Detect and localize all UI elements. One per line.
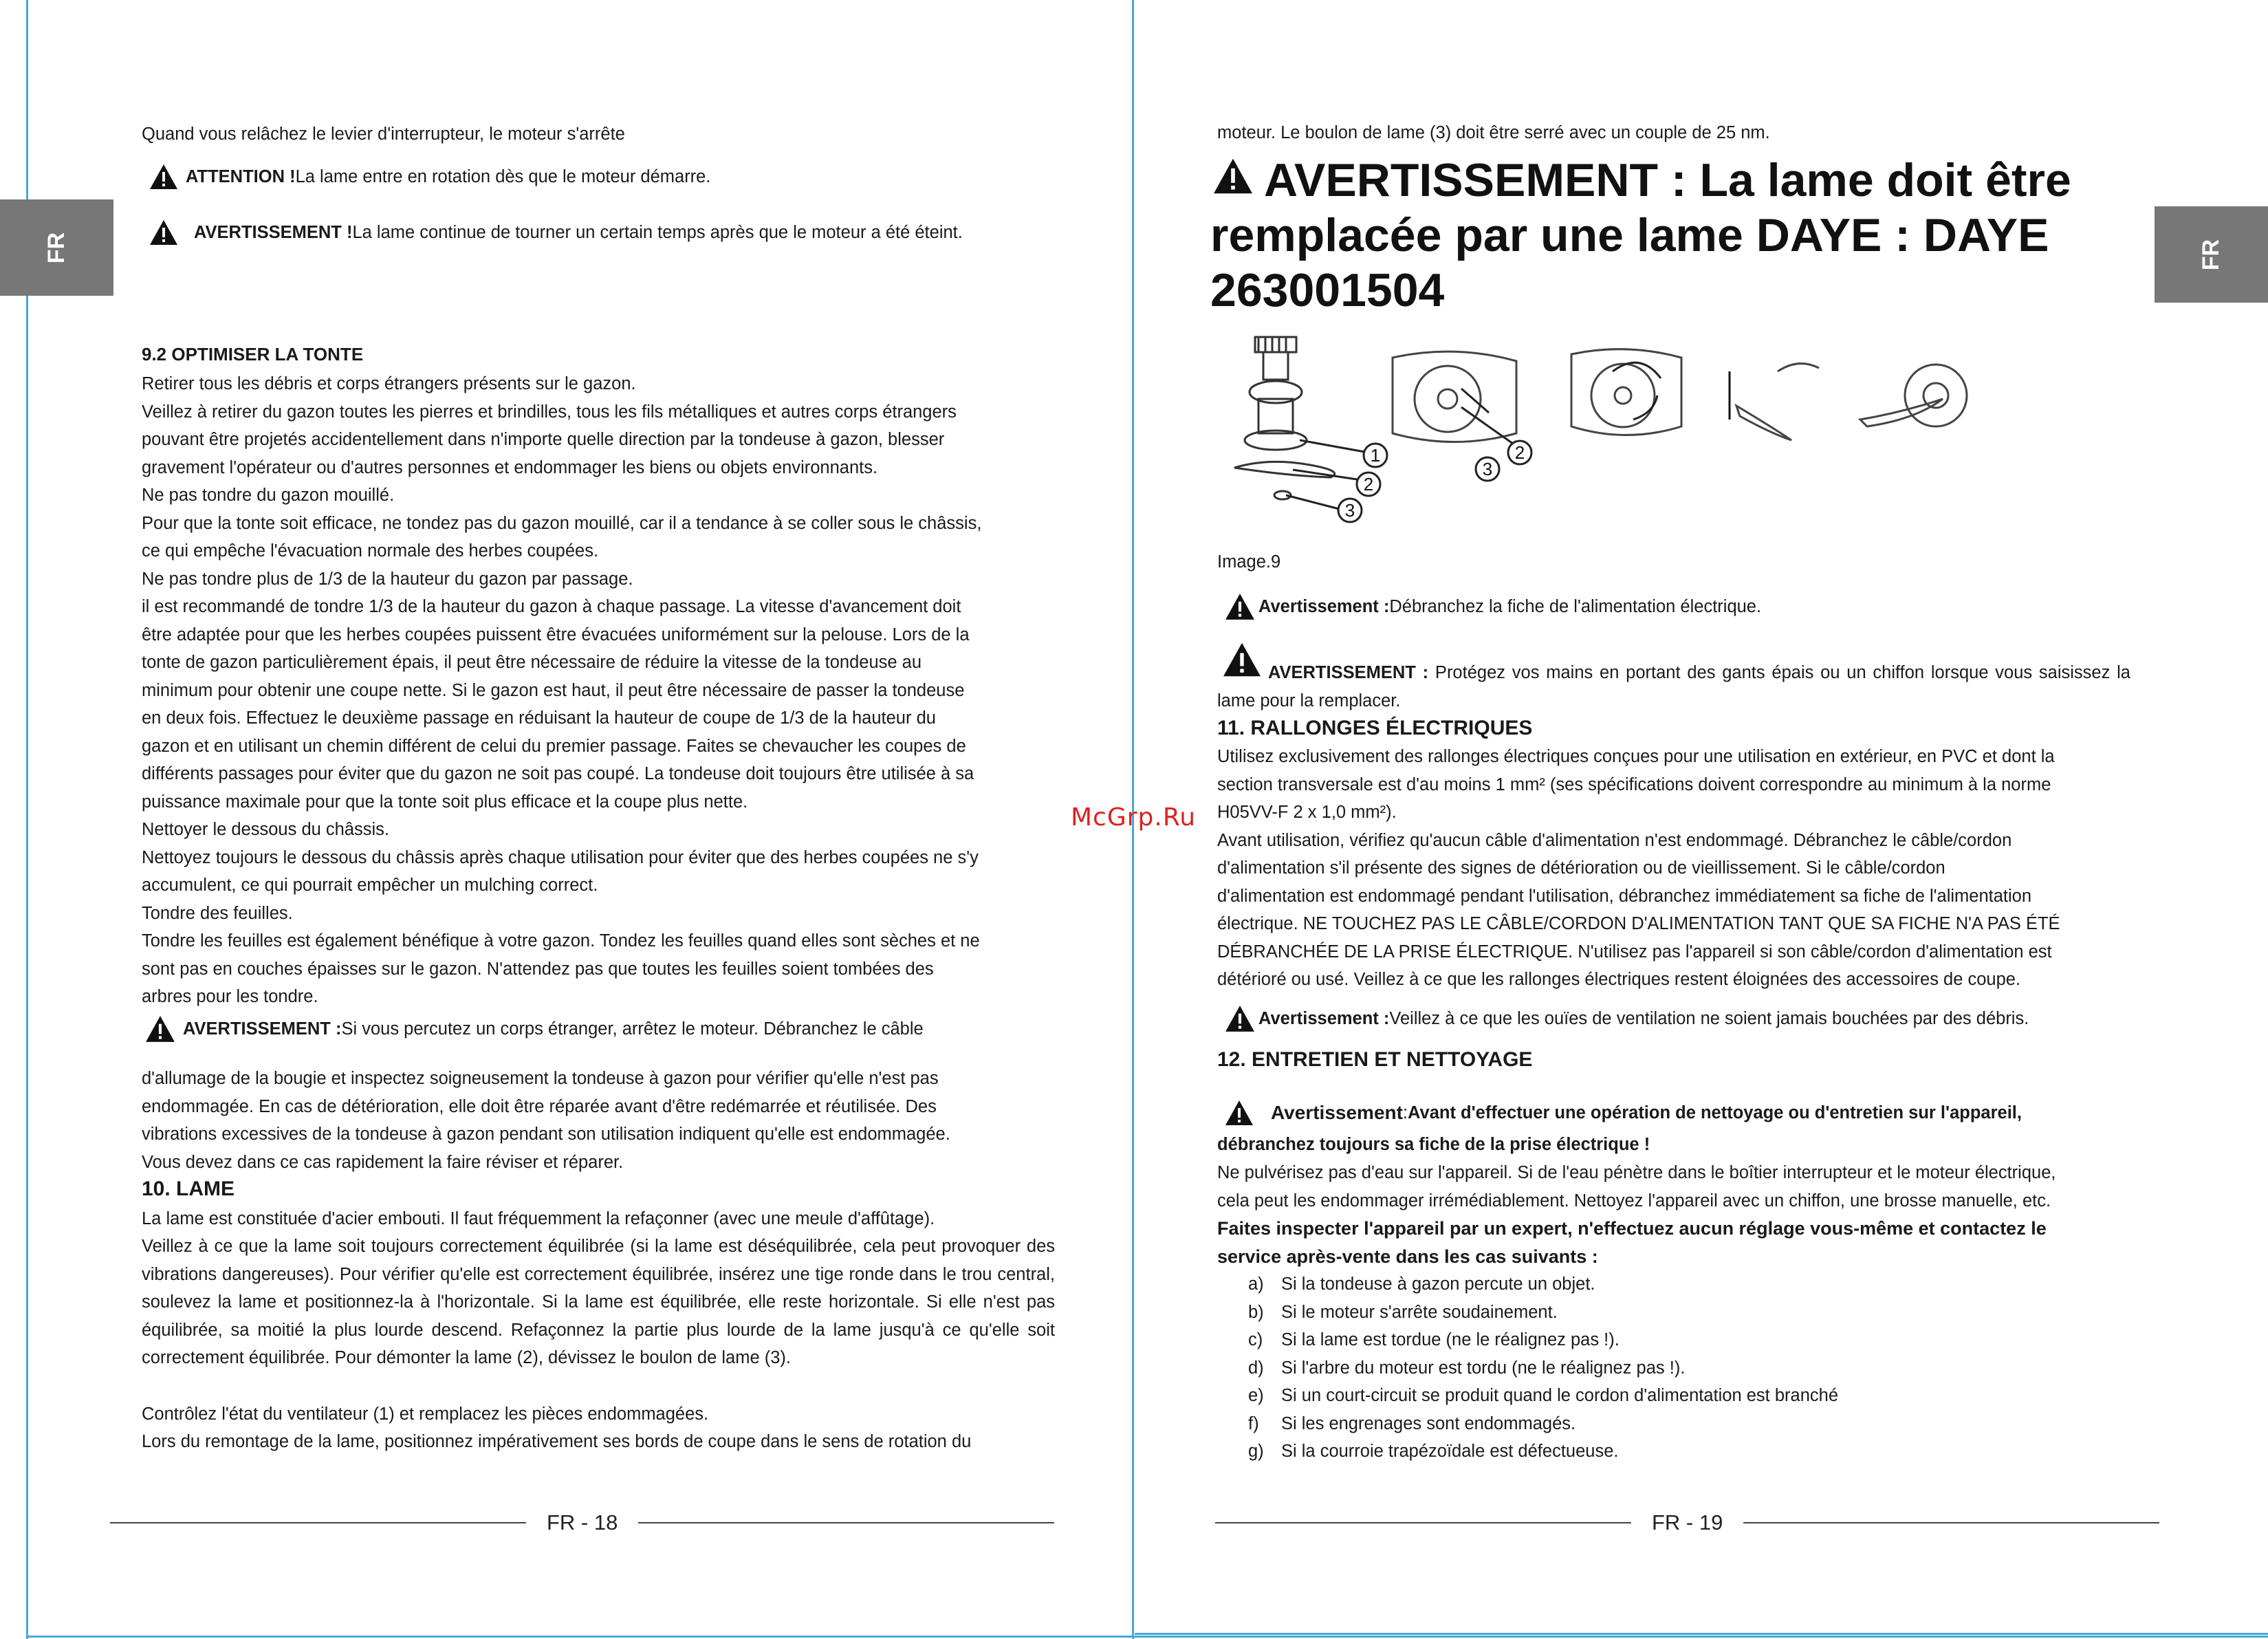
blade-replacement-warning bbox=[1210, 153, 2071, 318]
list-item bbox=[1248, 1410, 1575, 1438]
body-line: d'alimentation est endommagé pendant l'utilisation, débranchez immédiatement sa fiche de l'alimentation bbox=[1217, 886, 2032, 906]
list-letter: d) bbox=[1248, 1358, 1264, 1378]
body-line: électrique. NE TOUCHEZ PAS LE CÂBLE/CORDON D'ALIMENTATION TANT QUE SA FICHE N'A PAS ÉTÉ bbox=[1217, 914, 2060, 933]
warning-triangle-icon bbox=[144, 1014, 176, 1043]
body-line: endommagée. En cas de détérioration, elle doit être réparée avant d'être redémarrée et réutilisée. Des bbox=[142, 1096, 937, 1116]
warning-triangle-icon bbox=[1224, 592, 1256, 621]
body-line: Veillez à retirer du gazon toutes les pierres et brindilles, tous les fils métalliques et autres corps étrangers bbox=[142, 402, 957, 422]
footer-rule bbox=[1215, 1522, 1631, 1523]
vent-text: Veillez à ce que les ouïes de ventilation ne soient jamais bouchées par des débris. bbox=[1389, 1009, 2029, 1028]
blade-sharpening-drawing bbox=[1860, 365, 1967, 426]
body-line: Pour que la tonte soit efficace, ne tondez pas du gazon mouillé, car il a tendance à se coller sous le châssis, bbox=[142, 513, 982, 533]
attention-text: La lame entre en rotation dès que le moteur démarre. bbox=[295, 167, 711, 186]
body-line: puissance maximale pour que la tonte soit plus efficace et la coupe plus nette. bbox=[142, 792, 748, 812]
list-letter: a) bbox=[1248, 1274, 1264, 1294]
list-item bbox=[1248, 1437, 1618, 1466]
gloves-text: Protégez vos mains en portant des gants épais ou un chiffon lorsque vous saisissez la lame pour la remplacer. bbox=[1217, 663, 2130, 710]
cleaning-warning-line2: débranchez toujours sa fiche de la prise électrique ! bbox=[1217, 1135, 1650, 1154]
attention-label: ATTENTION ! bbox=[186, 167, 296, 186]
page-number: FR - 19 bbox=[1652, 1510, 1723, 1534]
body-line: Utilisez exclusivement des rallonges électriques conçues pour une utilisation en extérieur, en PVC et dont la bbox=[1217, 747, 2055, 766]
blade-stop-label: AVERTISSEMENT ! bbox=[194, 223, 353, 242]
callout-number: 2 bbox=[1363, 474, 1374, 495]
list-text: Si la courroie trapézoïdale est défectueuse. bbox=[1281, 1442, 1619, 1461]
warning-triangle-icon bbox=[149, 163, 179, 191]
list-letter: f) bbox=[1248, 1413, 1259, 1433]
body-line: minimum pour obtenir une coupe nette. Si le gazon est haut, il peut être nécessaire de passer la tondeuse bbox=[142, 680, 965, 700]
body-line: Ne pulvérisez pas d'eau sur l'appareil. Si de l'eau pénètre dans le boîtier interrupteur et le moteur électrique, bbox=[1217, 1163, 2056, 1182]
body-line: accumulent, ce qui pourrait empêcher un mulching correct. bbox=[142, 876, 598, 895]
body-line: Ne pas tondre du gazon mouillé. bbox=[142, 486, 395, 505]
blade-stop-text: La lame continue de tourner un certain temps après que le moteur a été éteint. bbox=[352, 223, 963, 242]
body-line: H05VV-F 2 x 1,0 mm²). bbox=[1217, 803, 1397, 822]
attention-warning bbox=[149, 163, 710, 191]
list-item bbox=[1248, 1270, 1595, 1299]
body-line: gravement l'opérateur ou d'autres personnes et endommager les biens ou objets environnants. bbox=[142, 457, 878, 477]
body-line-bold: Faites inspecter l'appareil par un expert, n'effectuez aucun réglage vous-même et contactez le bbox=[1217, 1218, 2047, 1239]
body-line: tonte de gazon particulièrement épais, il peut être nécessaire de réduire la vitesse de la tondeuse au bbox=[142, 653, 922, 672]
body-line: d'alimentation s'il présente des signes de détérioration ou de vieillissement. Si le câble/cordon bbox=[1217, 858, 1945, 878]
page-number: FR - 18 bbox=[547, 1510, 618, 1534]
body-line: il est recommandé de tondre 1/3 de la hauteur du gazon à chaque passage. La vitesse d'avancement doit bbox=[142, 597, 961, 616]
page-border-bottom bbox=[26, 1636, 2268, 1638]
vent-label: Avertissement : bbox=[1258, 1009, 1390, 1028]
body-line: gazon et en utilisant un chemin différent de celui du premier passage. Faites se chevaucher les coupes de bbox=[142, 736, 966, 756]
section-10-title: 10. LAME bbox=[142, 1177, 235, 1200]
list-letter: b) bbox=[1248, 1302, 1264, 1322]
list-text: Si le moteur s'arrête soudainement. bbox=[1281, 1302, 1558, 1322]
callout-number: 3 bbox=[1482, 459, 1493, 479]
cleaning-warning bbox=[1224, 1099, 2022, 1127]
body-line: Nettoyer le dessous du châssis. bbox=[142, 820, 390, 839]
unplug-warning bbox=[1224, 592, 1761, 621]
section-10-line: La lame est constituée d'acier embouti. Il faut fréquemment la refaçonner (avec une meule d'affûtage). bbox=[142, 1209, 935, 1228]
foreign-object-label: AVERTISSEMENT : bbox=[183, 1019, 342, 1039]
gloves-warning bbox=[1217, 659, 2130, 715]
warning-triangle-icon bbox=[1224, 1004, 1256, 1033]
mower-deck-wrench-drawing bbox=[1571, 349, 1681, 435]
foreign-object-warning bbox=[144, 1014, 924, 1043]
body-line: Retirer tous les débris et corps étrangers présents sur le gazon. bbox=[142, 374, 636, 393]
body-line: d'allumage de la bougie et inspectez soigneusement la tondeuse à gazon pour vérifier qu'elle n'est pas bbox=[142, 1069, 939, 1088]
callout-number: 2 bbox=[1514, 442, 1525, 463]
left-page-footer bbox=[110, 1510, 1054, 1535]
blade-replacement-illustration bbox=[1228, 330, 2005, 536]
warning-triangle-icon bbox=[149, 219, 179, 246]
blade-assembly-drawing bbox=[1234, 337, 1335, 499]
intro-text: Quand vous relâchez le levier d'interrupteur, le moteur s'arrête bbox=[142, 124, 625, 144]
list-text: Si l'arbre du moteur est tordu (ne le réalignez pas !). bbox=[1281, 1358, 1686, 1378]
cleaning-text: Avant d'effectuer une opération de nettoyage ou d'entretien sur l'appareil, bbox=[1408, 1103, 2022, 1122]
right-page-footer bbox=[1215, 1510, 2159, 1535]
cleaning-separator: : bbox=[1402, 1103, 1408, 1122]
body-line: être adaptée pour que les herbes coupées puissent être évacuées uniformément sur la pelouse. Lors de la bbox=[142, 625, 970, 644]
warning-triangle-icon bbox=[1224, 1099, 1254, 1127]
gloves-label: AVERTISSEMENT : bbox=[1268, 663, 1429, 682]
watermark: McGrp.Ru bbox=[1071, 803, 1197, 832]
list-letter: g) bbox=[1248, 1442, 1264, 1461]
body-line: cela peut les endommager irrémédiablement. Nettoyez l'appareil avec un chiffon, une brosse manuelle, etc. bbox=[1217, 1191, 2051, 1211]
body-line: sont pas en couches épaisses sur le gazon. N'attendez pas que toutes les feuilles soient tombées des bbox=[142, 959, 934, 979]
cleaning-label: Avertissement bbox=[1271, 1102, 1403, 1123]
body-line-bold: service après-vente dans les cas suivants : bbox=[1217, 1246, 1598, 1267]
unplug-label: Avertissement : bbox=[1258, 597, 1390, 616]
body-line: Ne pas tondre plus de 1/3 de la hauteur du gazon par passage. bbox=[142, 569, 633, 589]
body-line: Tondre les feuilles est également bénéfique à votre gazon. Tondez les feuilles quand elles sont sèches et ne bbox=[142, 931, 980, 951]
list-item bbox=[1248, 1299, 1558, 1327]
section-9-2-title: 9.2 OPTIMISER LA TONTE bbox=[142, 344, 364, 365]
body-line: Tondre des feuilles. bbox=[142, 903, 293, 923]
section-10-line: Lors du remontage de la lame, positionnez impérativement ses bords de coupe dans le sens de rotation du bbox=[142, 1432, 972, 1451]
continuation-text: moteur. Le boulon de lame (3) doit être serré avec un couple de 25 nm. bbox=[1217, 123, 1770, 142]
section-11-title: 11. RALLONGES ÉLECTRIQUES bbox=[1217, 717, 1533, 739]
language-tab-left: FR bbox=[0, 199, 113, 296]
body-line: pouvant être projetés accidentellement dans n'importe quelle direction par la tondeuse à gazon, blesser bbox=[142, 430, 945, 449]
footer-rule bbox=[638, 1522, 1054, 1523]
footer-rule bbox=[1743, 1522, 2159, 1523]
blade-stop-warning bbox=[149, 219, 963, 246]
body-line: différents passages pour éviter que du gazon ne soit pas coupé. La tondeuse doit toujours être utilisée à sa bbox=[142, 764, 974, 783]
list-letter: e) bbox=[1248, 1386, 1264, 1405]
unplug-text: Débranchez la fiche de l'alimentation électrique. bbox=[1389, 597, 1762, 616]
body-line: Nettoyez toujours le dessous du châssis après chaque utilisation pour éviter que des herbes coupées ne s'y bbox=[142, 847, 979, 867]
body-line: arbres pour les tondre. bbox=[142, 987, 318, 1006]
body-line: DÉBRANCHÉE DE LA PRISE ÉLECTRIQUE. N'utilisez pas l'appareil si son câble/cordon d'alimentation est bbox=[1217, 942, 2052, 962]
footer-rule bbox=[110, 1522, 526, 1523]
body-line: Vous devez dans ce cas rapidement la faire réviser et réparer. bbox=[142, 1152, 624, 1172]
page-border-bottom-right bbox=[1135, 1633, 2268, 1635]
blade-balance-drawing bbox=[1730, 364, 1819, 440]
list-text: Si la lame est tordue (ne le réalignez pas !). bbox=[1281, 1330, 1620, 1349]
big-warning-line: AVERTISSEMENT : La lame doit être bbox=[1264, 154, 2071, 206]
list-item bbox=[1248, 1354, 1685, 1382]
foreign-object-text: Si vous percutez un corps étranger, arrêtez le moteur. Débranchez le câble bbox=[341, 1019, 924, 1039]
section-10-line: Contrôlez l'état du ventilateur (1) et remplacez les pièces endommagées. bbox=[142, 1404, 709, 1424]
body-line: Avant utilisation, vérifiez qu'aucun câble d'alimentation n'est endommagé. Débranchez le câble/cordon bbox=[1217, 830, 2012, 850]
body-line: en deux fois. Effectuez le deuxième passage en réduisant la hauteur de coupe de 1/3 de la hauteur du bbox=[142, 708, 936, 728]
language-tab-right: FR bbox=[2155, 206, 2268, 303]
big-warning-line: remplacée par une lame DAYE : DAYE bbox=[1210, 209, 2049, 261]
body-line: détérioré ou usé. Veillez à ce que les rallonges électriques restent éloignées des accessoires de coupe. bbox=[1217, 970, 2021, 989]
mower-deck-drawing bbox=[1393, 351, 1516, 444]
list-text: Si un court-circuit se produit quand le cordon d'alimentation est branché bbox=[1281, 1386, 1838, 1405]
callout-number: 1 bbox=[1370, 445, 1381, 466]
body-line: ce qui empêche l'évacuation normale des herbes coupées. bbox=[142, 541, 599, 561]
section-12-title: 12. ENTRETIEN ET NETTOYAGE bbox=[1217, 1048, 1533, 1071]
list-text: Si les engrenages sont endommagés. bbox=[1281, 1413, 1576, 1433]
big-warning-line: 263001504 bbox=[1210, 264, 1445, 316]
list-letter: c) bbox=[1248, 1330, 1263, 1349]
figure-caption: Image.9 bbox=[1217, 552, 1281, 572]
section-10-paragraph: Veillez à ce que la lame soit toujours correctement équilibrée (si la lame est déséquilibrée, cela peut provoquer des vibrations dangereuses). Pour vérifier qu'elle est correctement équilibrée, insérez une tige ronde dans le trou central, soulevez la lame et positionnez-la à l'horizontale. Si la lame est équilibrée, elle reste horizontale. Si elle n'est pas équilibrée, sa moitié la plus lourde descend. Refaçonnez la partie plus lourde de la lame jusqu'à ce qu'elle soit correctement équilibrée. Pour démonter la lame (2), dévissez le boulon de lame (3). bbox=[142, 1237, 1055, 1367]
list-item bbox=[1248, 1382, 1838, 1410]
vent-warning bbox=[1224, 1004, 2029, 1033]
body-line: vibrations excessives de la tondeuse à gazon pendant son utilisation indiquent qu'elle est endommagée. bbox=[142, 1125, 950, 1144]
list-text: Si la tondeuse à gazon percute un objet. bbox=[1281, 1274, 1595, 1294]
list-item bbox=[1248, 1326, 1620, 1354]
body-line: section transversale est d'au moins 1 mm² (ses spécifications doivent correspondre au minimum à la norme bbox=[1217, 774, 2051, 794]
callout-number: 3 bbox=[1344, 500, 1355, 521]
